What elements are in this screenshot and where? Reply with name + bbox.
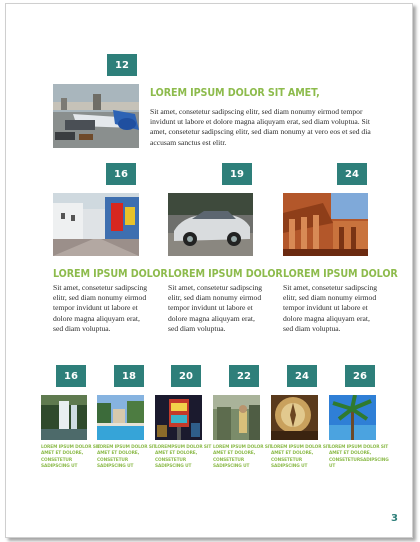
page-number: 3 bbox=[391, 513, 398, 524]
feature-3-title: LOREM IPSUM DOLOR bbox=[283, 268, 398, 281]
hero-title: LOREM IPSUM DOLOR SIT AMET, bbox=[150, 87, 320, 100]
thumb-6-caption: LOREM IPSUM DOLOR SIT AMET ET DOLORE, CONSETETURSADIPSCING UT bbox=[329, 445, 389, 469]
thumb-2-caption: LOREM IPSUM DOLOR SIT AMET ET DOLORE, CONSETETUR SADIPSCING UT bbox=[97, 445, 157, 469]
thumb-5-caption: LOREM IPSUM DOLOR SIT AMET ET DOLORE, CONSETETUR SADIPSCING UT bbox=[271, 445, 331, 469]
feature-1-body-text: Sit amet, consetetur sadipscing elitr, sed diam nonumy eirmod tempor invidunt ut labore et dolore magna aliquyam erat, sed diam voluptua. bbox=[53, 283, 148, 333]
thumb-5-page-badge: 24 bbox=[287, 365, 317, 387]
thumb-3-page-badge: 20 bbox=[171, 365, 201, 387]
thumb-1-caption: LOREM IPSUM DOLOR SIT AMET ET DOLORE, CONSETETUR SADIPSCING UT bbox=[41, 445, 101, 469]
hero-photo-airport bbox=[53, 84, 139, 148]
thumb-6-page-badge: 26 bbox=[345, 365, 375, 387]
thumb-3-caption: LOREMPSUM DOLOR SIT AMET ET DOLORE, CONSETETUR SADIPSCING UT bbox=[155, 445, 212, 469]
hero-page-badge: 12 bbox=[107, 54, 137, 76]
feature-2-page-badge: 19 bbox=[222, 163, 252, 185]
feature-2-body-text: Sit amet, consetetur sadipscing elitr, sed diam nonumy eirmod tempor invidunt ut labore et dolore magna aliquyam erat, sed diam voluptua. bbox=[168, 283, 263, 333]
feature-2-photo-car bbox=[168, 193, 253, 256]
feature-1-page-badge: 16 bbox=[106, 163, 136, 185]
thumb-4-photo-market bbox=[213, 395, 260, 440]
thumb-1-photo-waterfall bbox=[41, 395, 87, 440]
thumb-6-photo-palm-tree bbox=[329, 395, 376, 440]
feature-3-photo-temple bbox=[283, 193, 368, 256]
thumb-1-page-badge: 16 bbox=[56, 365, 86, 387]
thumb-2-page-badge: 18 bbox=[114, 365, 144, 387]
thumb-5-photo-compass bbox=[271, 395, 318, 440]
feature-3-body-text: Sit amet, consetetur sadipscing elitr, sed diam nonumy eirmod tempor invidunt ut labore et dolore magna aliquyam erat, sed diam voluptua. bbox=[283, 283, 378, 333]
feature-1-title: LOREM IPSUM DOLOR bbox=[53, 268, 168, 281]
feature-1-photo-street bbox=[53, 193, 139, 256]
thumb-4-caption: LOREM IPSUM DOLOR SIT AMET ET DOLORE, CONSETETUR SADIPSCING UT bbox=[213, 445, 273, 469]
hero-body-text: Sit amet, consetetur sadipscing elitr, sed diam nonumy eirmod tempor invidunt ut labore et dolore magna aliquyam erat, sed diam voluptua. Sit amet, consetetur sadipscing elitr, sed diam nonumy at vero eos et sed dia accusam sanctus est elitr. bbox=[150, 107, 371, 147]
feature-3-page-badge: 24 bbox=[337, 163, 367, 185]
thumb-3-photo-motel-sign bbox=[155, 395, 202, 440]
thumb-4-page-badge: 22 bbox=[229, 365, 259, 387]
thumb-2-photo-pool bbox=[97, 395, 144, 440]
feature-2-title: LOREM IPSUM DOLOR bbox=[168, 268, 283, 281]
